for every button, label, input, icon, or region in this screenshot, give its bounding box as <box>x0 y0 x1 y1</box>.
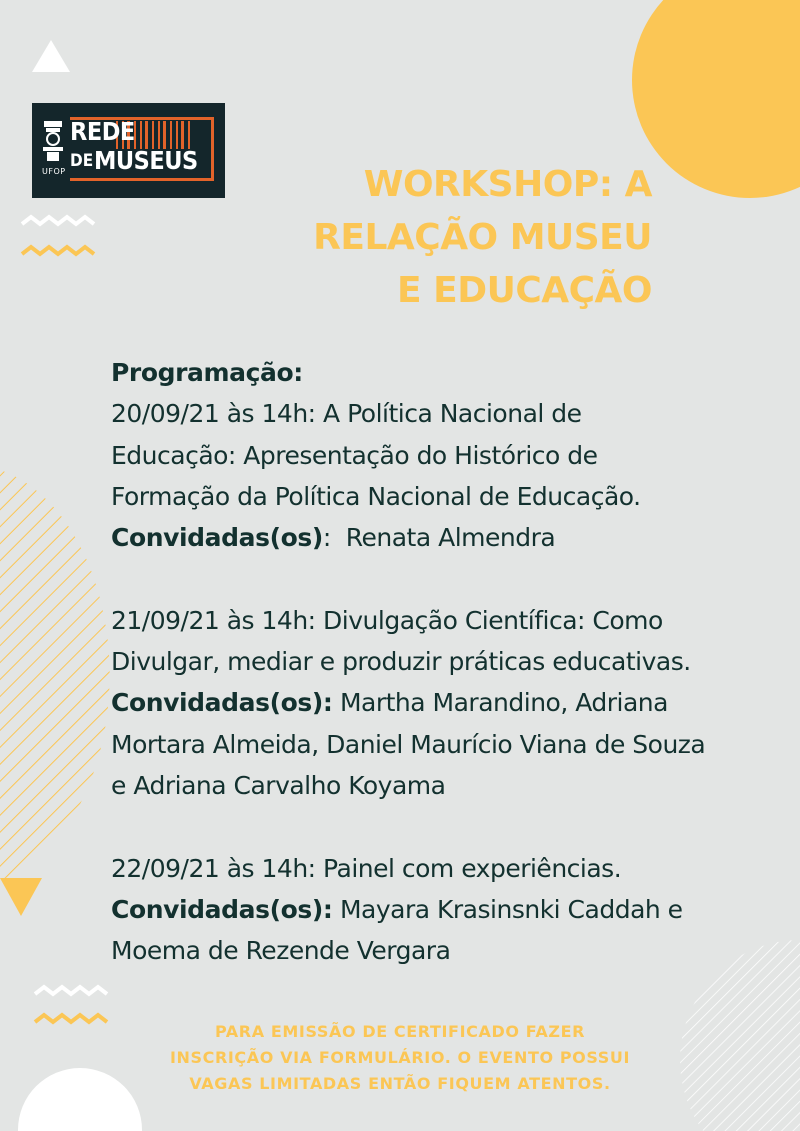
guests-names: Mortara Almeida, Daniel Maurício Viana de Souza <box>111 729 706 759</box>
event-text-line: 22/09/21 às 14h: Painel com experiências. <box>111 853 622 883</box>
certificate-notice <box>0 1019 800 1097</box>
yellow-wave-decoration <box>22 247 94 254</box>
event-text-line: 21/09/21 às 14h: Divulgação Científica: Como <box>111 605 663 635</box>
logo-word-de: DE <box>70 151 94 171</box>
guests-label: Convidadas(os): <box>111 688 333 718</box>
event-text-line: Formação da Política Nacional de Educação. <box>111 481 641 511</box>
notice-line: PARA EMISSÃO DE CERTIFICADO FAZER <box>214 1022 586 1041</box>
title-line: RELAÇÃO MUSEU <box>313 217 652 258</box>
yellow-circle-decoration <box>632 0 800 198</box>
guests-label: Convidadas(os): <box>111 894 333 924</box>
event-text-line: Divulgar, mediar e produzir práticas educativas. <box>111 647 691 677</box>
yellow-triangle-decoration <box>0 878 42 916</box>
event-text-line: 20/09/21 às 14h: A Política Nacional de <box>111 399 582 429</box>
workshop-title <box>313 158 652 317</box>
guests-names: Moema de Rezende Vergara <box>111 936 451 966</box>
guests-label: Convidadas(os) <box>111 523 323 553</box>
white-triangle-decoration <box>32 40 70 72</box>
event-guests-line: Convidadas(os): Renata Almendra <box>111 523 556 553</box>
logo-word-rede: REDE <box>70 117 135 146</box>
event-text-line: Educação: Apresentação do Histórico de <box>111 440 598 470</box>
guests-names: e Adriana Carvalho Koyama <box>111 770 446 800</box>
event-item <box>111 393 791 558</box>
ufop-emblem-icon <box>40 119 66 165</box>
white-wave-decoration <box>22 217 94 224</box>
title-line: E EDUCAÇÃO <box>397 270 652 311</box>
white-wave-decoration-lower <box>35 987 107 994</box>
program-heading: Programação: <box>111 358 303 387</box>
logo-word-museus: MUSEUS <box>94 146 198 175</box>
event-item <box>111 600 791 806</box>
ufop-label: UFOP <box>42 167 66 176</box>
notice-line: INSCRIÇÃO VIA FORMULÁRIO. O EVENTO POSSUI <box>169 1048 631 1067</box>
event-guests-line <box>111 889 791 930</box>
guests-names: Martha Marandino, Adriana <box>332 688 668 718</box>
event-guests-line <box>111 682 791 723</box>
title-line: WORKSHOP: A <box>363 164 652 205</box>
rede-de-museus-logo <box>32 103 225 198</box>
guests-names: Mayara Krasinsnki Caddah e <box>332 894 683 924</box>
notice-line: VAGAS LIMITADAS ENTÃO FIQUEM ATENTOS. <box>189 1074 611 1093</box>
event-item <box>111 848 791 972</box>
program-section <box>111 352 791 971</box>
guests-names: Renata Almendra <box>330 523 556 553</box>
